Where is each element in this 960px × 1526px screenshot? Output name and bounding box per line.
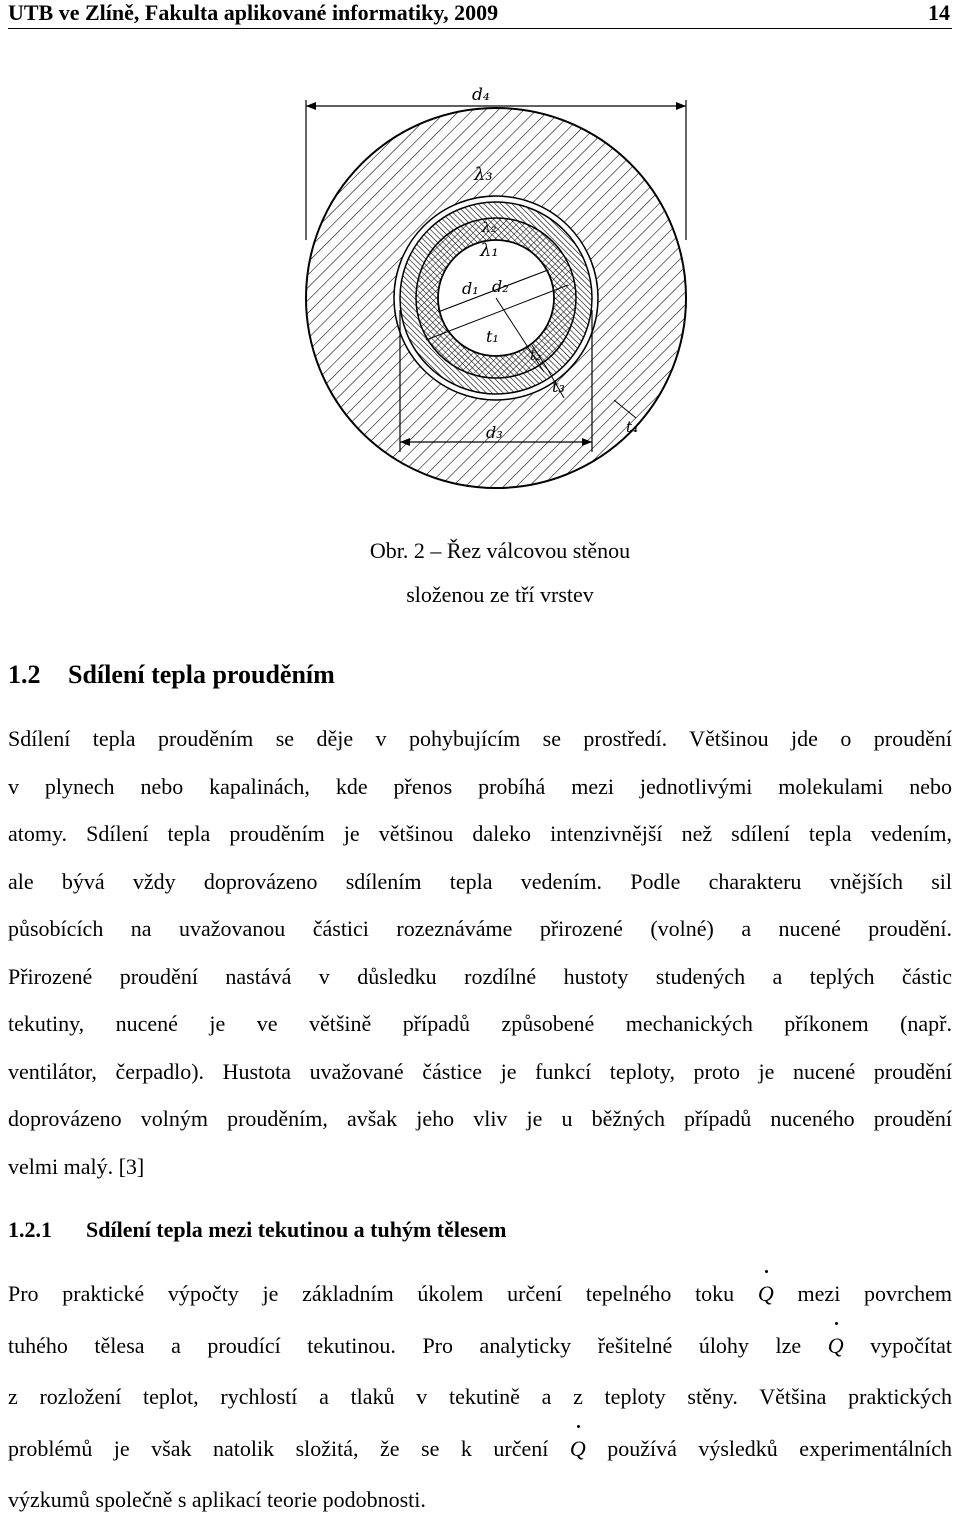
text-line: tekutiny, nucené je ve většině případů způsobené mechanických příkonem (např. (8, 1011, 952, 1036)
cross-section-diagram (286, 80, 706, 500)
text-line: atomy. Sdílení tepla prouděním je většinou daleko intenzivnější než sdílení tepla vedením, (8, 821, 952, 846)
header-title: UTB ve Zlíně, Fakulta aplikované informatiky, 2009 (8, 0, 499, 25)
q-dot-symbol: Q (758, 1268, 774, 1320)
figure-cylindrical-wall (286, 80, 706, 500)
text-line: velmi malý. [3] (8, 1153, 145, 1179)
page-number: 14 (928, 0, 950, 25)
text-line: v plynech nebo kapalinách, kde přenos probíhá mezi jednotlivými molekulami nebo (8, 773, 952, 799)
subsection-number: 1.2.1 (8, 1217, 52, 1242)
text-line: z rozložení teplot, rychlostí a tlaků v tekutině a z teploty stěny. Většina praktických (8, 1384, 952, 1409)
text-line: ventilátor, čerpadlo). Hustota uvažované částice je funkcí teploty, proto je nucené proudění (8, 1058, 952, 1084)
label-d3: d₃ (486, 423, 503, 442)
text-line: Přirozené proudění nastává v důsledku rozdílné hustoty studených a teplých částic (8, 963, 952, 989)
q-dot-symbol: Q (570, 1423, 586, 1475)
page-header (8, 0, 952, 29)
figure-caption-line1: Obr. 2 – Řez válcovou stěnou (369, 538, 631, 563)
figure-caption-line2: složenou ze tří vrstev (406, 582, 594, 607)
section-title: Sdílení tepla prouděním (68, 660, 335, 689)
text-line: problémů je však natolik složitá, že se k určení Q používá výsledků experimentálních (8, 1423, 952, 1475)
label-d2: d₂ (492, 277, 509, 296)
text-line: tuhého tělesa a proudící tekutinou. Pro analyticky řešitelné úlohy lze Q vypočítat (8, 1320, 952, 1372)
text-line: Sdílení tepla prouděním se děje v pohybujícím se prostředí. Většinou jde o proudění (8, 726, 952, 751)
label-t4: t₄ (626, 418, 639, 436)
subsection-title: Sdílení tepla mezi tekutinou a tuhým tělesem (86, 1217, 507, 1242)
text-line: Pro praktické výpočty je základním úkolem určení tepelného toku Q mezi povrchem (8, 1268, 952, 1320)
paragraph-fluid-solid (8, 1268, 952, 1526)
text-line: působících na uvažovanou částici rozeznáváme přirozené (volné) a nucené proudění. (8, 916, 952, 941)
paragraph-convection (8, 715, 952, 1190)
text-line: výzkumů společně s aplikací teorie podobnosti. (8, 1487, 426, 1512)
label-d1: d₁ (462, 279, 479, 298)
section-number: 1.2 (8, 660, 41, 689)
label-t1: t₁ (486, 327, 499, 346)
label-t2: t₂ (530, 348, 542, 364)
text-line: doprovázeno volným prouděním, avšak jeho vliv je u běžných případů nuceného proudění (8, 1106, 952, 1131)
subsection-heading (8, 1217, 506, 1243)
label-lambda2: λ₂ (482, 220, 497, 236)
q-dot-symbol: Q (828, 1320, 844, 1372)
section-heading (8, 660, 335, 690)
label-t3: t₃ (552, 377, 565, 396)
label-d4: d₄ (472, 85, 490, 105)
label-lambda1: λ₁ (480, 240, 499, 261)
text-line: ale bývá vždy doprovázeno sdílením tepla vedením. Podle charakteru vnějších sil (8, 868, 952, 894)
label-lambda3: λ₃ (474, 164, 493, 185)
